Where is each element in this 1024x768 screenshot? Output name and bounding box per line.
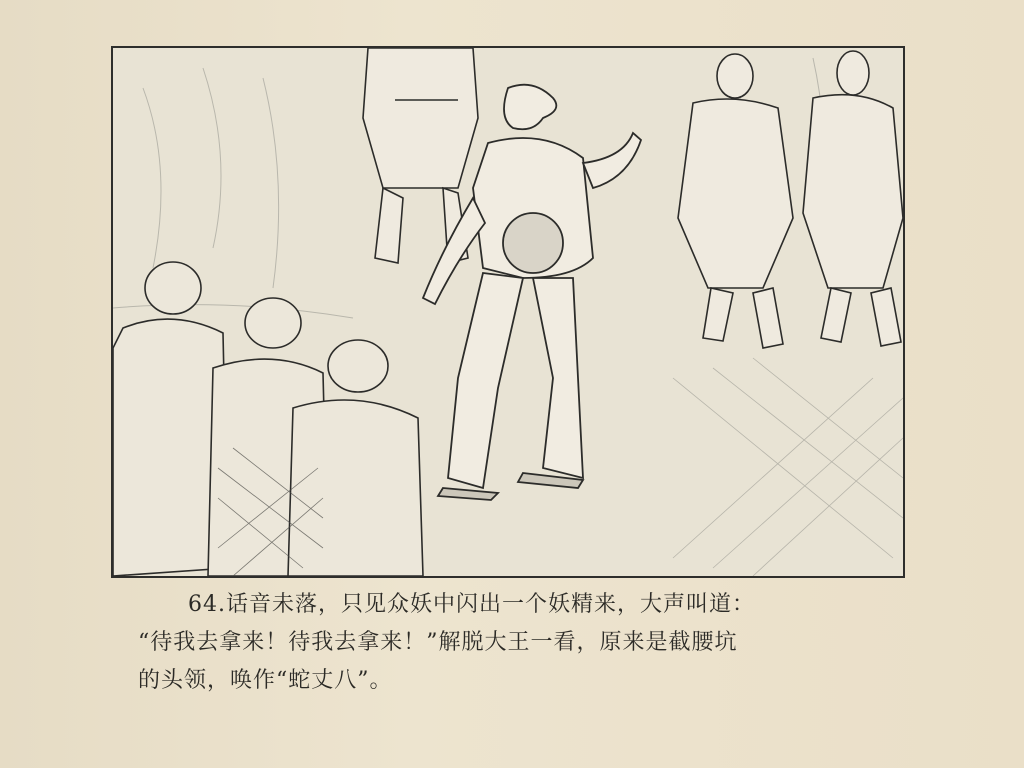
illustration-panel [111,46,905,578]
caption-line-3: 的头领，唤作“蛇丈八”。 [138,668,393,693]
caption-line-1: 64.话音未落，只见众妖中闪出一个妖精来，大声叫道： [188,592,755,617]
panel-caption [138,586,908,700]
ink-illustration-icon [113,48,903,576]
caption-line-2: “待我去拿来！待我去拿来！”解脱大王一看，原来是截腰坑 [138,630,738,655]
